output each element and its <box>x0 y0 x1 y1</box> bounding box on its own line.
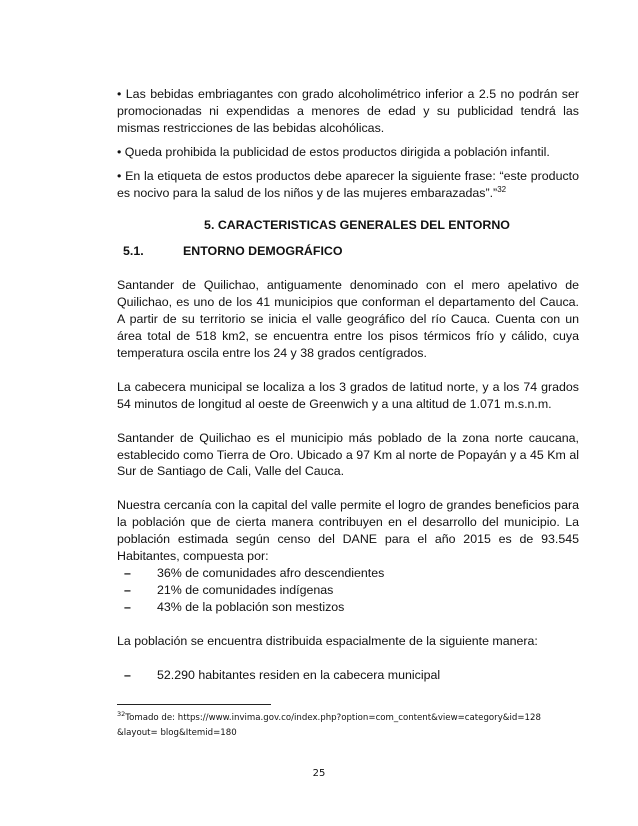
dash-bullet: – <box>124 667 131 682</box>
footnote-source-url: Tomado de: https://www.invima.gov.co/index.php?option=com_content&view=category&id=128 <box>125 713 541 723</box>
paragraph-population-center: Santander de Quilichao es el municipio más poblado de la zona norte caucana, establecido como Tierra de Oro. Ubicado a 97 Km al norte de Popayán y a 45 Km al Sur de Santiago de Cali, Valle del Cauca. <box>117 430 579 479</box>
bullet-alcohol-restrictions: • Las bebidas embriagantes con grado alcoholimétrico inferior a 2.5 no podrán ser promocionadas ni expendidas a menores de edad y su publicidad tendrá las mismas restricciones de las bebidas alcohólicas. <box>117 87 579 135</box>
section-5-heading: 5. CARACTERISTICAS GENERALES DEL ENTORNO <box>204 218 510 233</box>
paragraph-distribution: La población se encuentra distribuida espacialmente de la siguiente manera: <box>117 633 538 648</box>
page-number: 25 <box>312 768 326 779</box>
footnote-divider <box>117 704 271 705</box>
paragraph-overview: Santander de Quilichao, antiguamente denominado con el mero apelativo de Quilichao, es uno de los 41 municipios que conforman el departamento del Cauca. A partir de su territorio se inicia el valle geográfico del río Cauca. Cuenta con un área total de 518 km2, se encuentra entre los pisos térmicos frío y cálido, cuya temperatura oscila entre los 24 y 38 grados centígrados. <box>117 278 579 360</box>
footnote-line-2: &layout= blog&Itemid=180 <box>117 728 237 738</box>
list-item-text: 43% de la población son mestizos <box>157 599 345 614</box>
list-item <box>117 582 579 599</box>
bullet-label-warning <box>117 168 579 202</box>
dash-bullet: – <box>124 582 131 597</box>
section-5-1-title: ENTORNO DEMOGRÁFICO <box>183 244 343 259</box>
paragraph-location: La cabecera municipal se localiza a los 3 grados de latitud norte, y a los 74 grados 54 minutos de longitud al oeste de Greenwich y a una altitud de 1.071 m.s.n.m. <box>117 379 579 411</box>
page-body <box>117 86 579 683</box>
footnote <box>117 711 579 741</box>
dash-bullet: – <box>124 565 131 580</box>
bullet-label-warning-text: • En la etiqueta de estos productos debe aparecer la siguiente frase: “este producto es nocivo para la salud de los niños y de las mujeres embarazadas”.” <box>117 168 579 200</box>
footnote-line-1 <box>117 711 579 726</box>
list-item <box>117 565 579 582</box>
paragraph-population-estimate: Nuestra cercanía con la capital del valle permite el logro de grandes beneficios para la población que de cierta manera contribuyen en el desarrollo del municipio. La población estimada según censo del DANE para el año 2015 es de 93.545 Habitantes, compuesta por: <box>117 498 579 564</box>
bullet-child-advertising: • Queda prohibida la publicidad de estos productos dirigida a población infantil. <box>117 144 550 159</box>
list-item-text: 21% de comunidades indígenas <box>157 582 334 597</box>
section-5-1-number: 5.1. <box>123 244 144 259</box>
distribution-list <box>117 667 579 684</box>
list-item <box>117 599 579 616</box>
list-item <box>117 667 579 684</box>
dash-bullet: – <box>124 599 131 614</box>
list-item-text: 52.290 habitantes residen en la cabecera municipal <box>157 667 441 682</box>
list-item-text: 36% de comunidades afro descendientes <box>157 565 385 580</box>
composition-list <box>117 565 579 616</box>
section-5-1-heading <box>117 243 579 260</box>
footnote-number: 32 <box>117 710 126 719</box>
footnote-reference: 32 <box>497 184 507 194</box>
